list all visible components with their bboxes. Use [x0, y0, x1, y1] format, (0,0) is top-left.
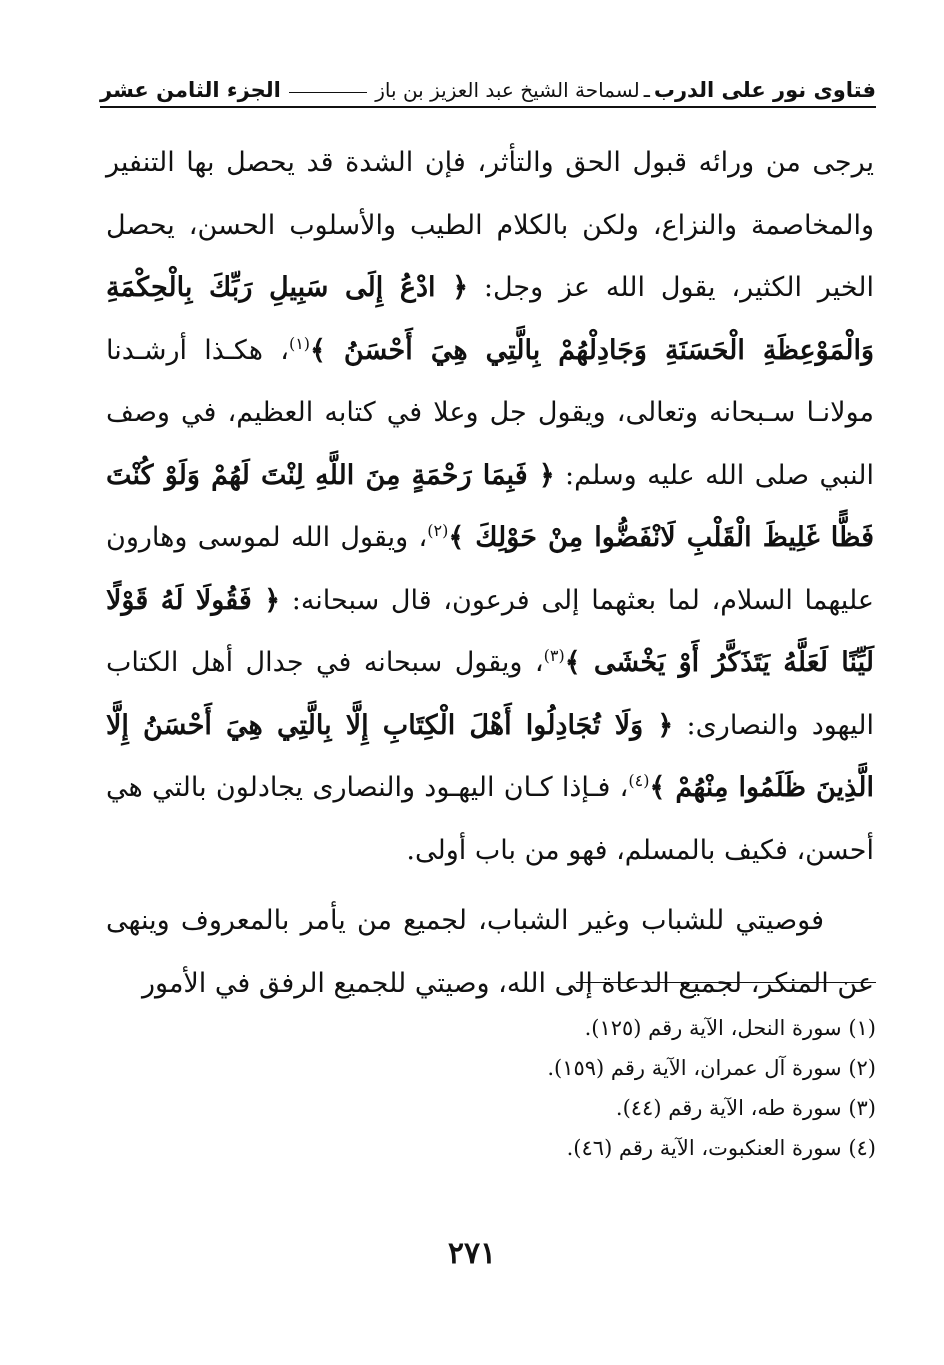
header-separator: ـ	[643, 78, 650, 102]
footnote-item: (٢) سورة آل عمران، الآية رقم (١٥٩).	[547, 1056, 876, 1080]
quran-verse: ﴿ فَبِمَا رَحْمَةٍ مِنَ اللَّهِ لِنْتَ لَهُمْ وَلَوْ كُنْتَ فَظًّا غَلِيظَ الْقَلْبِ لَانْفَضُّوا مِنْ حَوْلِكَ ﴾	[106, 459, 874, 553]
text-segment: ، ويقول الله لموسى وهارون عليهما السلام، لما بعثهما إلى فرعون، قال سبحانه:	[106, 522, 874, 616]
paragraph-2: فوصيتي للشباب وغير الشباب، لجميع من يأمر بالمعروف وينهى عن المنكر، لجميع الدعاة إلى الله، وصيتي للجميع الرفق في الأمور	[106, 905, 874, 999]
text-segment: ، هكـذا أرشـدنا مولانـا سـبحانه وتعالى، ويقول جل وعلا في كتابه العظيم، في وصف النبي صلى الله عليه وسلم:	[106, 334, 874, 491]
footnote-item: (١) سورة النحل، الآية رقم (١٢٥).	[584, 1016, 876, 1040]
author-name: لسماحة الشيخ عبد العزيز بن باز	[375, 78, 640, 102]
footnote-ref: (٣)	[543, 646, 565, 665]
text-segment: يرجى من ورائه قبول الحق والتأثر، فإن الشدة قد يحصل بها التنفير والمخاصمة والنزاع، ولكن بالكلام الطيب والأسلوب الحسن، يحصل الخير الكثير، يقول الله عز وجل:	[106, 147, 874, 303]
text-segment: ، ويقول سبحانه في جدال أهل الكتاب اليهود والنصارى:	[106, 647, 875, 741]
page-number: ٢٧١	[447, 1236, 497, 1271]
footnote-ref: (٢)	[427, 521, 449, 540]
quran-verse: ﴿ وَلَا تُجَادِلُوا أَهْلَ الْكِتَابِ إِلَّا بِالَّتِي هِيَ أَحْسَنُ إِلَّا الَّذِينَ ظَلَمُوا مِنْهُمْ ﴾	[106, 709, 875, 803]
book-title: فتاوى نور على الدرب	[653, 78, 876, 102]
quran-verse: ﴿ ادْعُ إِلَى سَبِيلِ رَبِّكَ بِالْحِكْمَةِ وَالْمَوْعِظَةِ الْحَسَنَةِ وَجَادِلْهُمْ بِالَّتِي هِيَ أَحْسَنُ ﴾	[106, 272, 874, 366]
paragraph-1	[106, 132, 874, 882]
footnote-item: (٤) سورة العنكبوت، الآية رقم (٤٦).	[566, 1136, 876, 1160]
footnote-ref: (١)	[288, 333, 311, 353]
footnote-ref: (٤)	[628, 771, 650, 790]
footnote-item: (٣) سورة طه، الآية رقم (٤٤).	[615, 1096, 876, 1120]
quran-verse: ﴿ فَقُولَا لَهُ قَوْلًا لَيِّنًا لَعَلَّهُ يَتَذَكَّرُ أَوْ يَخْشَى ﴾	[106, 584, 874, 678]
footnotes	[106, 1008, 876, 1168]
running-header	[100, 62, 876, 108]
text-segment: ، فـإذا كـان اليهـود والنصارى يجادلون بالتي هي أحسن، فكيف بالمسلم، فهو من باب أولى.	[106, 772, 874, 866]
main-text	[106, 132, 874, 1015]
footnote-divider	[576, 982, 876, 983]
volume-part: الجزء الثامن عشر	[100, 78, 281, 102]
header-dash-line	[289, 92, 367, 93]
